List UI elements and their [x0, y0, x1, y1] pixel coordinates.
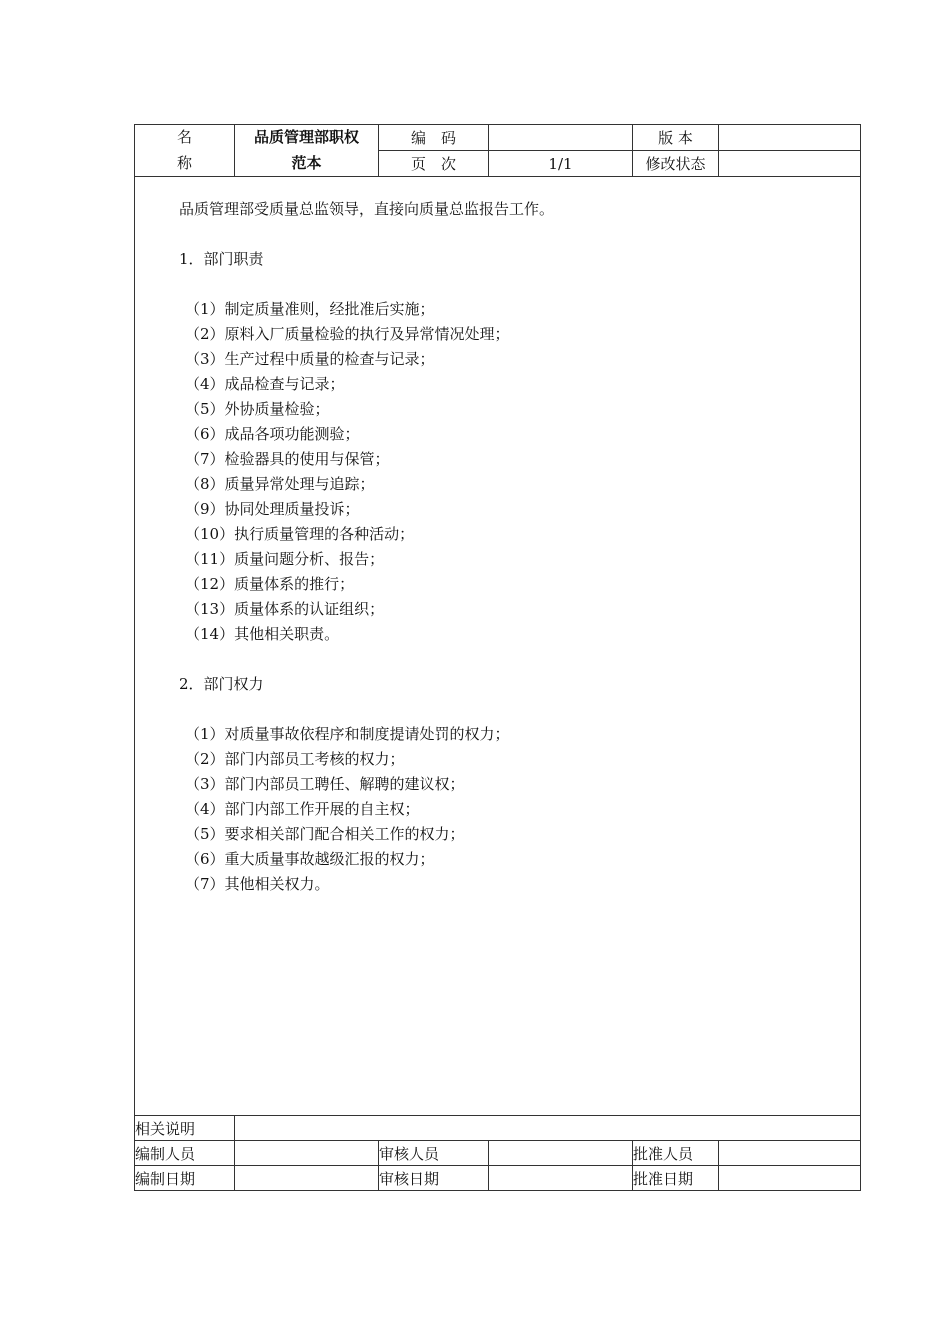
- power-item: （2）部门内部员工考核的权力；: [185, 750, 405, 768]
- document-name-line-1: 品质管理部职权: [253, 128, 359, 147]
- power-item: （1）对质量事故依程序和制度提请处罚的权力；: [185, 725, 510, 743]
- code-value: [489, 125, 633, 151]
- duty-item: （7）检验器具的使用与保管；: [185, 450, 390, 468]
- duty-item: （8）质量异常处理与追踪；: [185, 475, 375, 493]
- duty-item: （11）质量问题分析、报告；: [185, 550, 385, 568]
- duty-item: （2）原料入厂质量检验的执行及异常情况处理；: [185, 325, 510, 343]
- power-item: （7）其他相关权力。: [185, 875, 330, 893]
- duty-item: （4）成品检查与记录；: [185, 375, 345, 393]
- duty-item: （14）其他相关职责。: [185, 625, 340, 643]
- section-1-title: 1．部门职责: [179, 250, 264, 268]
- prepared-by-value: [235, 1141, 379, 1166]
- duty-item: （10）执行质量管理的各种活动；: [185, 525, 415, 543]
- duty-item: （3）生产过程中质量的检查与记录；: [185, 350, 435, 368]
- version-label: 版 本: [633, 125, 719, 151]
- duty-item: （6）成品各项功能测验；: [185, 425, 360, 443]
- name-label-cell: [135, 125, 235, 177]
- body-row: [135, 177, 861, 1116]
- document-form-table: [134, 124, 861, 1191]
- intro-paragraph: 品质管理部受质量总监领导，直接向质量总监报告工作。: [179, 200, 555, 218]
- prepared-by-label: 编制人员: [135, 1141, 235, 1166]
- power-item: （4）部门内部工作开展的自主权；: [185, 800, 420, 818]
- duty-item: （12）质量体系的推行；: [185, 575, 355, 593]
- name-label-line-2: 称: [176, 153, 192, 172]
- version-value: [719, 125, 861, 151]
- approved-by-value: [719, 1141, 861, 1166]
- approved-by-label: 批准人员: [633, 1141, 719, 1166]
- reviewed-date-label: 审核日期: [379, 1166, 489, 1191]
- revision-label: 修改状态: [633, 151, 719, 177]
- notes-row: [135, 1116, 861, 1141]
- header-row-1: [135, 125, 861, 151]
- prepared-date-value: [235, 1166, 379, 1191]
- code-label: 编 码: [379, 125, 489, 151]
- duty-item: （9）协同处理质量投诉；: [185, 500, 360, 518]
- reviewed-date-value: [489, 1166, 633, 1191]
- prepared-by-row: [135, 1141, 861, 1166]
- duty-item: （1）制定质量准则，经批准后实施；: [185, 300, 435, 318]
- power-item: （3）部门内部员工聘任、解聘的建议权；: [185, 775, 465, 793]
- notes-value: [235, 1116, 861, 1141]
- name-label-line-1: 名: [176, 128, 192, 147]
- power-item: （5）要求相关部门配合相关工作的权力；: [185, 825, 465, 843]
- power-item: （6）重大质量事故越级汇报的权力；: [185, 850, 435, 868]
- document-name-cell: [235, 125, 379, 177]
- reviewed-by-value: [489, 1141, 633, 1166]
- section-2-title: 2．部门权力: [179, 675, 264, 693]
- body-cell: [135, 177, 861, 1116]
- reviewed-by-label: 审核人员: [379, 1141, 489, 1166]
- duty-item: （5）外协质量检验；: [185, 400, 330, 418]
- page-label: 页 次: [379, 151, 489, 177]
- notes-label: 相关说明: [135, 1116, 235, 1141]
- prepared-date-label: 编制日期: [135, 1166, 235, 1191]
- page-value: 1/1: [489, 151, 633, 177]
- approved-date-value: [719, 1166, 861, 1191]
- duty-item: （13）质量体系的认证组织；: [185, 600, 385, 618]
- document-name-line-2: 范本: [291, 153, 322, 172]
- dates-row: [135, 1166, 861, 1191]
- revision-value: [719, 151, 861, 177]
- approved-date-label: 批准日期: [633, 1166, 719, 1191]
- document-content: [135, 177, 860, 897]
